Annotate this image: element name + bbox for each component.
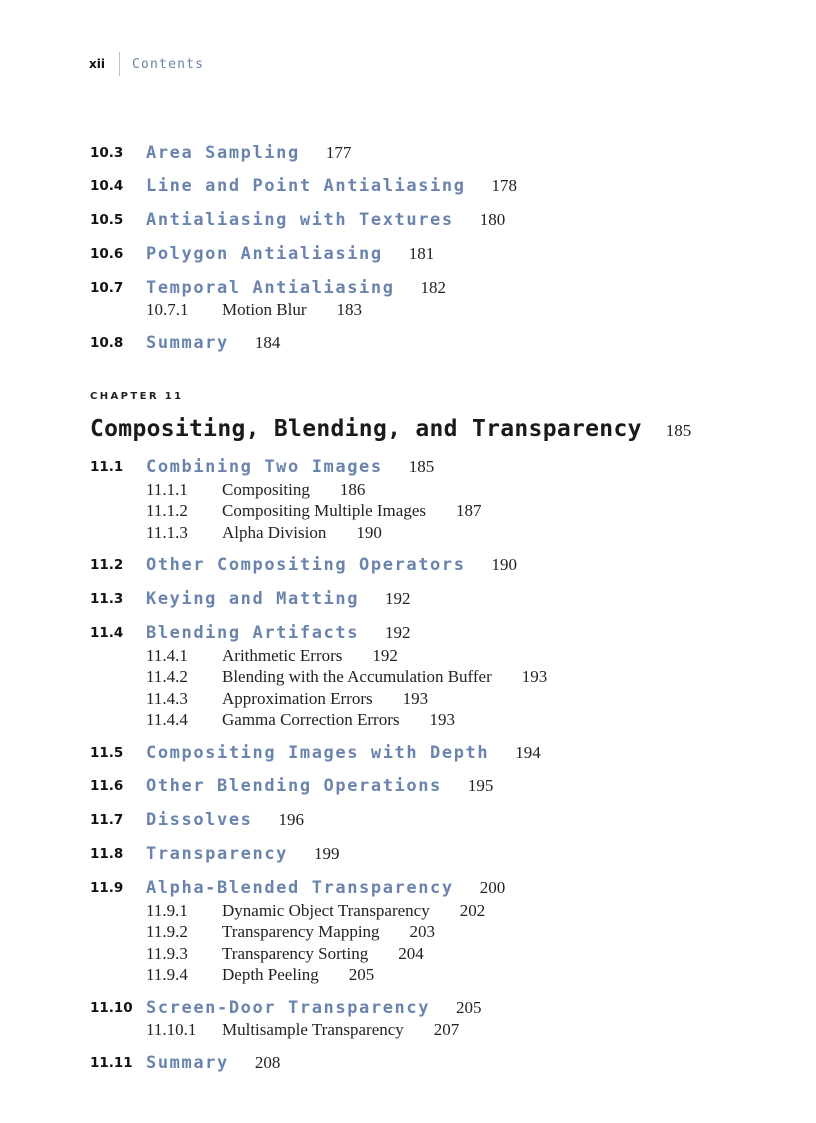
toc-section[interactable] <box>0 997 816 1019</box>
toc-section[interactable] <box>0 809 816 831</box>
subsection-number: 11.1.1 <box>146 480 188 499</box>
toc-section[interactable] <box>0 456 816 478</box>
section-page: 192 <box>385 623 411 642</box>
subsection-page: 204 <box>398 944 424 963</box>
section-title[interactable]: Screen-Door Transparency 205 <box>146 998 482 1018</box>
subsection-number: 10.7.1 <box>146 300 189 319</box>
section-page: 196 <box>278 810 305 829</box>
subsection-title[interactable]: Gamma Correction Errors 193 <box>222 710 455 729</box>
toc-subsection[interactable] <box>0 299 816 320</box>
toc-section[interactable] <box>0 775 816 797</box>
subsection-page: 183 <box>336 300 363 319</box>
section-page: 200 <box>479 878 506 897</box>
section-title[interactable]: Alpha-Blended Transparency 200 <box>146 878 506 898</box>
toc-subsection[interactable] <box>0 522 816 543</box>
toc-section[interactable] <box>0 742 816 764</box>
section-title[interactable]: Line and Point Antialiasing 178 <box>146 176 518 196</box>
section-number: 10.4 <box>90 178 124 194</box>
subsection-page: 205 <box>348 965 375 984</box>
toc-subsection[interactable] <box>0 943 816 964</box>
section-number: 11.9 <box>90 880 124 896</box>
subsection-number: 11.1.2 <box>146 501 188 520</box>
section-title[interactable]: Temporal Antialiasing 182 <box>146 278 447 298</box>
page-number: xii <box>89 57 105 71</box>
section-title[interactable]: Antialiasing with Textures 180 <box>146 210 506 230</box>
section-page: 182 <box>420 278 447 297</box>
chapter-page: 185 <box>665 421 692 440</box>
subsection-page: 207 <box>433 1020 460 1039</box>
section-title[interactable]: Polygon Antialiasing 181 <box>146 244 435 264</box>
chapter-label: CHAPTER 11 <box>90 391 184 402</box>
section-title[interactable]: Transparency 199 <box>146 844 340 864</box>
section-title[interactable]: Other Compositing Operators 190 <box>146 555 518 575</box>
section-title[interactable]: Blending Artifacts 192 <box>146 623 411 643</box>
section-number: 11.1 <box>90 459 124 475</box>
section-page: 195 <box>467 776 494 795</box>
subsection-title[interactable]: Transparency Mapping 203 <box>222 922 436 941</box>
subsection-title[interactable]: Arithmetic Errors 192 <box>222 646 398 665</box>
section-number: 11.6 <box>90 778 124 794</box>
subsection-title[interactable]: Blending with the Accumulation Buffer 193 <box>222 667 548 686</box>
section-number: 10.3 <box>90 145 124 161</box>
toc-subsection[interactable] <box>0 709 816 730</box>
section-number: 11.5 <box>90 745 124 761</box>
toc-section[interactable] <box>0 209 816 231</box>
section-number: 10.8 <box>90 335 124 351</box>
toc-section[interactable] <box>0 843 816 865</box>
section-title[interactable]: Summary 208 <box>146 1053 281 1073</box>
subsection-title[interactable]: Alpha Division 190 <box>222 523 382 542</box>
subsection-number: 11.10.1 <box>146 1020 197 1039</box>
subsection-number: 11.9.3 <box>146 944 188 963</box>
section-number: 10.5 <box>90 212 124 228</box>
toc-subsection[interactable] <box>0 666 816 687</box>
subsection-title[interactable]: Multisample Transparency 207 <box>222 1020 460 1039</box>
toc-subsection[interactable] <box>0 900 816 921</box>
toc-section[interactable] <box>0 554 816 576</box>
subsection-title[interactable]: Dynamic Object Transparency 202 <box>222 901 486 920</box>
subsection-page: 190 <box>356 523 382 542</box>
subsection-number: 11.9.2 <box>146 922 188 941</box>
toc-subsection[interactable] <box>0 479 816 500</box>
toc-subsection[interactable] <box>0 500 816 521</box>
section-title[interactable]: Dissolves 196 <box>146 810 305 830</box>
section-title[interactable]: Summary 184 <box>146 333 281 353</box>
section-title[interactable]: Keying and Matting 192 <box>146 589 411 609</box>
subsection-number: 11.4.4 <box>146 710 188 729</box>
subsection-page: 193 <box>402 689 429 708</box>
subsection-title[interactable]: Depth Peeling 205 <box>222 965 375 984</box>
subsection-page: 186 <box>339 480 366 499</box>
toc-section[interactable] <box>0 588 816 610</box>
running-title: Contents <box>131 56 205 72</box>
section-page: 181 <box>408 244 435 263</box>
section-page: 184 <box>254 333 281 352</box>
subsection-title[interactable]: Transparency Sorting 204 <box>222 944 424 963</box>
section-number: 11.10 <box>90 1000 133 1016</box>
section-page: 177 <box>325 143 352 162</box>
section-page: 178 <box>491 176 518 195</box>
subsection-number: 11.4.1 <box>146 646 188 665</box>
toc-section[interactable] <box>0 1052 816 1074</box>
running-header <box>89 52 204 76</box>
subsection-title[interactable]: Approximation Errors 193 <box>222 689 429 708</box>
subsection-number: 11.4.2 <box>146 667 188 686</box>
section-number: 11.11 <box>90 1055 133 1071</box>
section-title[interactable]: Other Blending Operations 195 <box>146 776 494 796</box>
chapter-title[interactable]: Compositing, Blending, and Transparency 185 <box>90 416 692 442</box>
toc-section[interactable] <box>0 243 816 265</box>
toc-section[interactable] <box>0 175 816 197</box>
section-title[interactable]: Area Sampling 177 <box>146 143 352 163</box>
section-title[interactable]: Combining Two Images 185 <box>146 457 435 477</box>
toc-subsection[interactable] <box>0 688 816 709</box>
toc-section[interactable] <box>0 622 816 644</box>
section-title[interactable]: Compositing Images with Depth 194 <box>146 743 541 763</box>
subsection-number: 11.9.4 <box>146 965 188 984</box>
section-page: 192 <box>385 589 411 608</box>
section-number: 11.7 <box>90 812 124 828</box>
section-page: 199 <box>314 844 340 863</box>
section-page: 185 <box>408 457 435 476</box>
subsection-number: 11.1.3 <box>146 523 188 542</box>
subsection-number: 11.9.1 <box>146 901 188 920</box>
subsection-page: 193 <box>429 710 455 729</box>
section-page: 208 <box>254 1053 281 1072</box>
section-number: 11.3 <box>90 591 124 607</box>
section-number: 11.8 <box>90 846 124 862</box>
subsection-title[interactable]: Compositing Multiple Images 187 <box>222 501 482 520</box>
section-number: 10.6 <box>90 246 124 262</box>
section-page: 190 <box>491 555 518 574</box>
section-page: 194 <box>515 743 541 762</box>
section-page: 180 <box>479 210 506 229</box>
subsection-page: 193 <box>521 667 548 686</box>
toc-subsection[interactable] <box>0 964 816 985</box>
toc-subsection[interactable] <box>0 921 816 942</box>
subsection-page: 187 <box>456 501 482 520</box>
subsection-page: 202 <box>459 901 486 920</box>
toc-section[interactable] <box>0 332 816 354</box>
subsection-title[interactable]: Compositing 186 <box>222 480 366 499</box>
toc-subsection[interactable] <box>0 1019 816 1040</box>
subsection-page: 203 <box>409 922 436 941</box>
toc-section[interactable] <box>0 277 816 299</box>
toc-section[interactable] <box>0 142 816 164</box>
section-number: 10.7 <box>90 280 124 296</box>
toc-section[interactable] <box>0 877 816 899</box>
toc-subsection[interactable] <box>0 645 816 666</box>
subsection-title[interactable]: Motion Blur 183 <box>222 300 363 319</box>
header-divider <box>119 52 120 76</box>
subsection-number: 11.4.3 <box>146 689 188 708</box>
subsection-page: 192 <box>372 646 398 665</box>
section-number: 11.2 <box>90 557 124 573</box>
section-page: 205 <box>456 998 482 1017</box>
section-number: 11.4 <box>90 625 124 641</box>
